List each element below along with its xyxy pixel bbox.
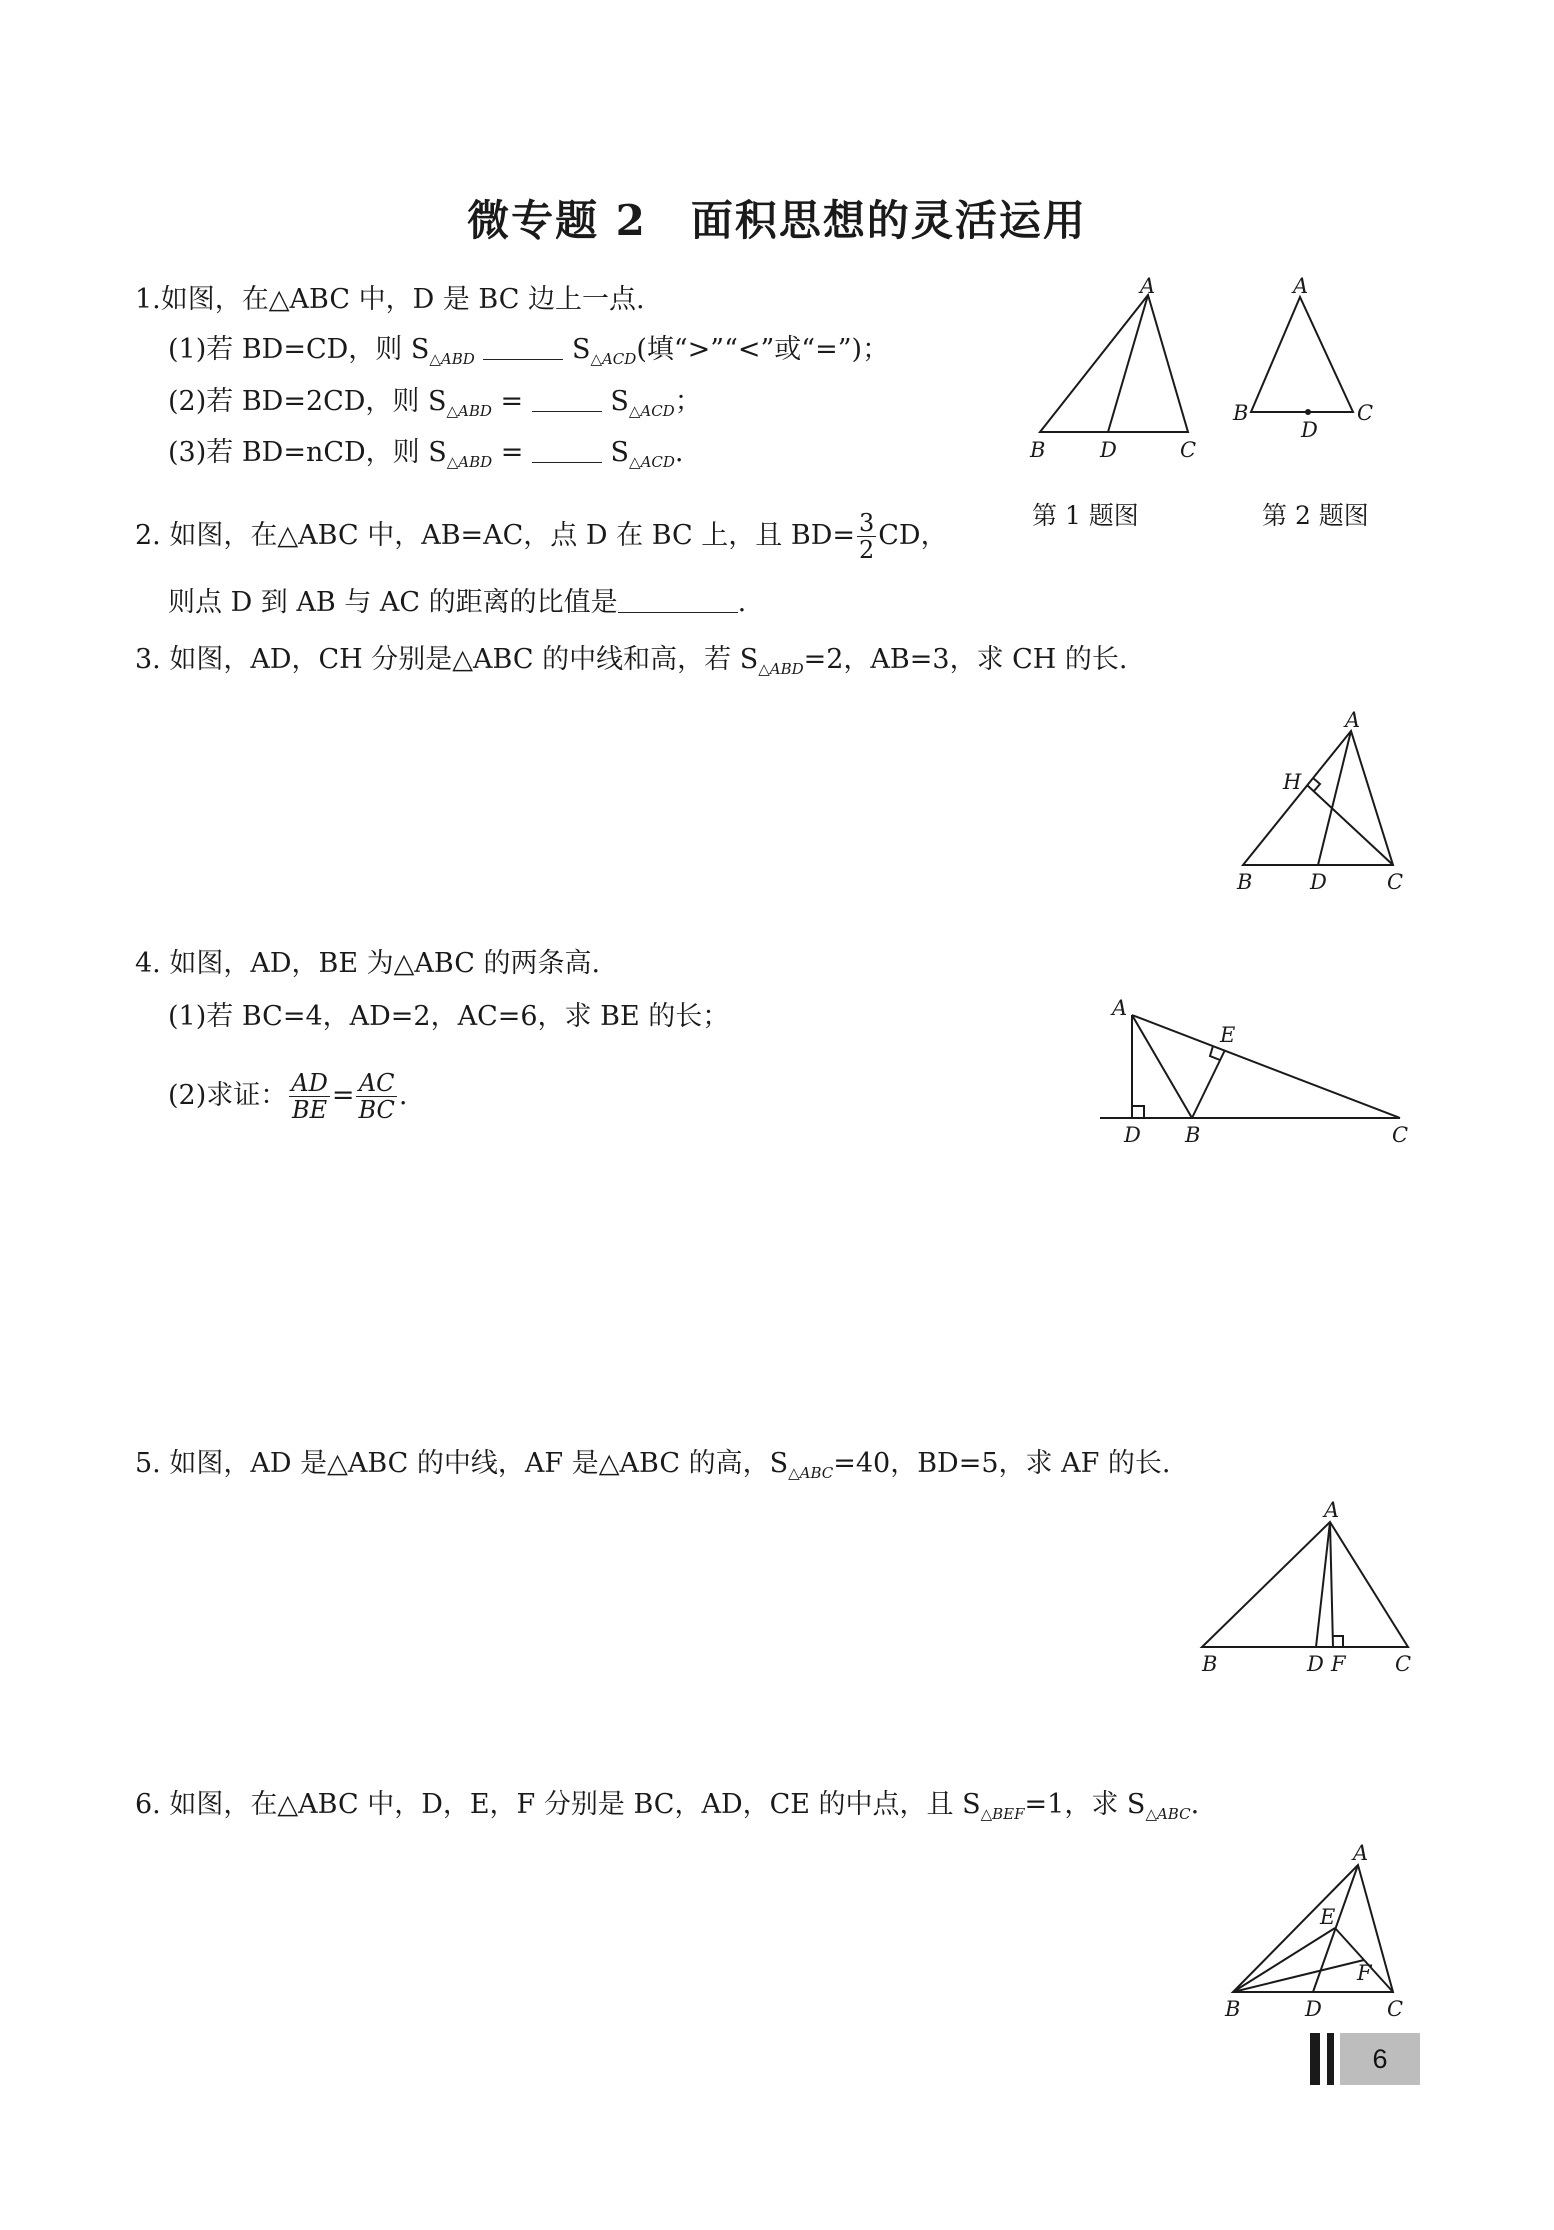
figure-5-median-ad xyxy=(1316,1522,1330,1647)
problem-4-stem: 4. 如图，AD，BE 为△ABC 的两条高. xyxy=(135,948,601,979)
figure-6 xyxy=(1215,1840,1425,2040)
problem-2-line2: 则点 D 到 AB 与 AC 的距离的比值是 . xyxy=(168,587,747,618)
figure-3-label-b: B xyxy=(1237,870,1253,894)
problem-4-q2: (2)求证： $\frac{AD}{BE}$ = $\frac{AC}{BC}$ . xyxy=(168,1069,408,1124)
figure-3-label-h: H xyxy=(1283,770,1302,794)
figure-4-side-ab xyxy=(1132,1015,1192,1118)
problem-3-stem: 3. 如图，AD，CH 分别是△ABC 的中线和高，若 $S_{\triangle ABD}=2$，AB=3，求 CH 的长. xyxy=(135,644,1128,678)
figure-2-label-a: A xyxy=(1293,274,1309,298)
figure-1-label-d: D xyxy=(1100,438,1117,462)
figure-5-label-c: C xyxy=(1395,1652,1412,1676)
figure-4-right-angle-d xyxy=(1132,1106,1144,1118)
page-tab-bar xyxy=(1310,2033,1320,2085)
figure-6-label-d: D xyxy=(1305,1997,1322,2021)
figure-1-caption: 第 1 题图 xyxy=(1032,501,1139,530)
problem-1-q3: (3)若 BD=nCD，则 $S_{\triangle ABD} = S_{\triangle ACD}$. xyxy=(168,437,684,471)
figure-5-altitude-af xyxy=(1330,1522,1333,1647)
problem-6-stem: 6. 如图，在△ABC 中，D，E，F 分别是 BC，AD，CE 的中点，且 $S_{\triangle BEF}=1$，求 $S_{\triangle ABC}$. xyxy=(135,1789,1200,1823)
figure-6-label-e: E xyxy=(1320,1905,1336,1929)
page-title: 微专题 2 面积思想的灵活运用 xyxy=(467,196,1087,245)
figure-4-altitude-be xyxy=(1192,1050,1225,1118)
figure-4-label-d: D xyxy=(1124,1123,1141,1147)
figure-1-label-c: C xyxy=(1180,438,1197,462)
answer-blank[interactable] xyxy=(618,586,738,613)
answer-blank[interactable] xyxy=(532,436,602,463)
figure-1-label-b: B xyxy=(1030,438,1046,462)
figure-3-label-c: C xyxy=(1387,870,1404,894)
figure-1-label-a: A xyxy=(1140,274,1156,298)
fraction: $\frac{AC}{BC}$ xyxy=(358,1069,395,1124)
figure-3-right-angle-mark xyxy=(1313,778,1320,791)
figure-5-triangle xyxy=(1202,1522,1408,1647)
figure-5-label-a: A xyxy=(1324,1498,1340,1522)
figure-2-triangle xyxy=(1251,297,1353,412)
figure-4-label-e: E xyxy=(1220,1023,1236,1047)
figure-5 xyxy=(1190,1495,1430,1685)
figure-5-label-b: B xyxy=(1202,1652,1218,1676)
figure-2-point-d xyxy=(1305,409,1311,415)
figure-2-label-d: D xyxy=(1301,418,1318,442)
problem-1-q1: (1)若 BD=CD，则 $S_{\triangle ABD}$ $S_{\triangle ACD}$(填“>”“<”或“=”)； xyxy=(168,334,890,368)
figure-6-label-b: B xyxy=(1225,1997,1241,2021)
figure-6-label-a: A xyxy=(1353,1841,1369,1865)
problem-1-q2: (2)若 BD=2CD，则 $S_{\triangle ABD} = S_{\triangle ACD}$； xyxy=(168,386,702,420)
answer-blank[interactable] xyxy=(483,333,563,360)
page-number: 6 xyxy=(1340,2033,1420,2085)
figure-4-label-a: A xyxy=(1112,996,1128,1020)
problem-5-stem: 5. 如图，AD 是△ABC 的中线，AF 是△ABC 的高，$S_{\triangle ABC}=40$，BD=5，求 AF 的长. xyxy=(135,1448,1171,1482)
figure-2 xyxy=(1225,275,1385,455)
problem-1-stem: 1.如图，在△ABC 中，D 是 BC 边上一点. xyxy=(135,284,645,315)
figure-6-segment-bf xyxy=(1233,1960,1364,1992)
figure-2-label-b: B xyxy=(1233,401,1249,425)
figure-5-label-f: F xyxy=(1331,1652,1346,1676)
figure-2-caption: 第 2 题图 xyxy=(1262,501,1369,530)
page-tab-bar xyxy=(1327,2033,1334,2085)
problem-2-line1: 2. 如图，在△ABC 中，AB=AC，点 D 在 BC 上，且 BD= $\frac{3}{2}$ CD， xyxy=(135,509,948,564)
figure-5-right-angle-mark xyxy=(1333,1636,1343,1647)
figure-4-side-ac xyxy=(1132,1015,1400,1118)
figure-1 xyxy=(1020,275,1200,475)
fraction: $\frac{AD}{BE}$ xyxy=(291,1069,328,1124)
figure-2-label-c: C xyxy=(1357,401,1374,425)
figure-5-label-d: D xyxy=(1307,1652,1324,1676)
figure-4-label-c: C xyxy=(1392,1123,1409,1147)
figure-3-label-d: D xyxy=(1310,870,1327,894)
figure-4-label-b: B xyxy=(1185,1123,1201,1147)
figure-6-label-c: C xyxy=(1387,1997,1404,2021)
figure-3-label-a: A xyxy=(1345,708,1361,732)
figure-1-segment-ad xyxy=(1108,295,1148,432)
problem-4-q1: (1)若 BC=4，AD=2，AC=6，求 BE 的长； xyxy=(168,1001,730,1032)
figure-6-segment-be xyxy=(1233,1928,1335,1992)
fraction: $\frac{3}{2}$ xyxy=(858,509,875,564)
answer-blank[interactable] xyxy=(532,385,602,412)
figure-3 xyxy=(1225,705,1425,905)
figure-4 xyxy=(1100,990,1430,1150)
figure-6-label-f: F xyxy=(1357,1961,1372,1985)
